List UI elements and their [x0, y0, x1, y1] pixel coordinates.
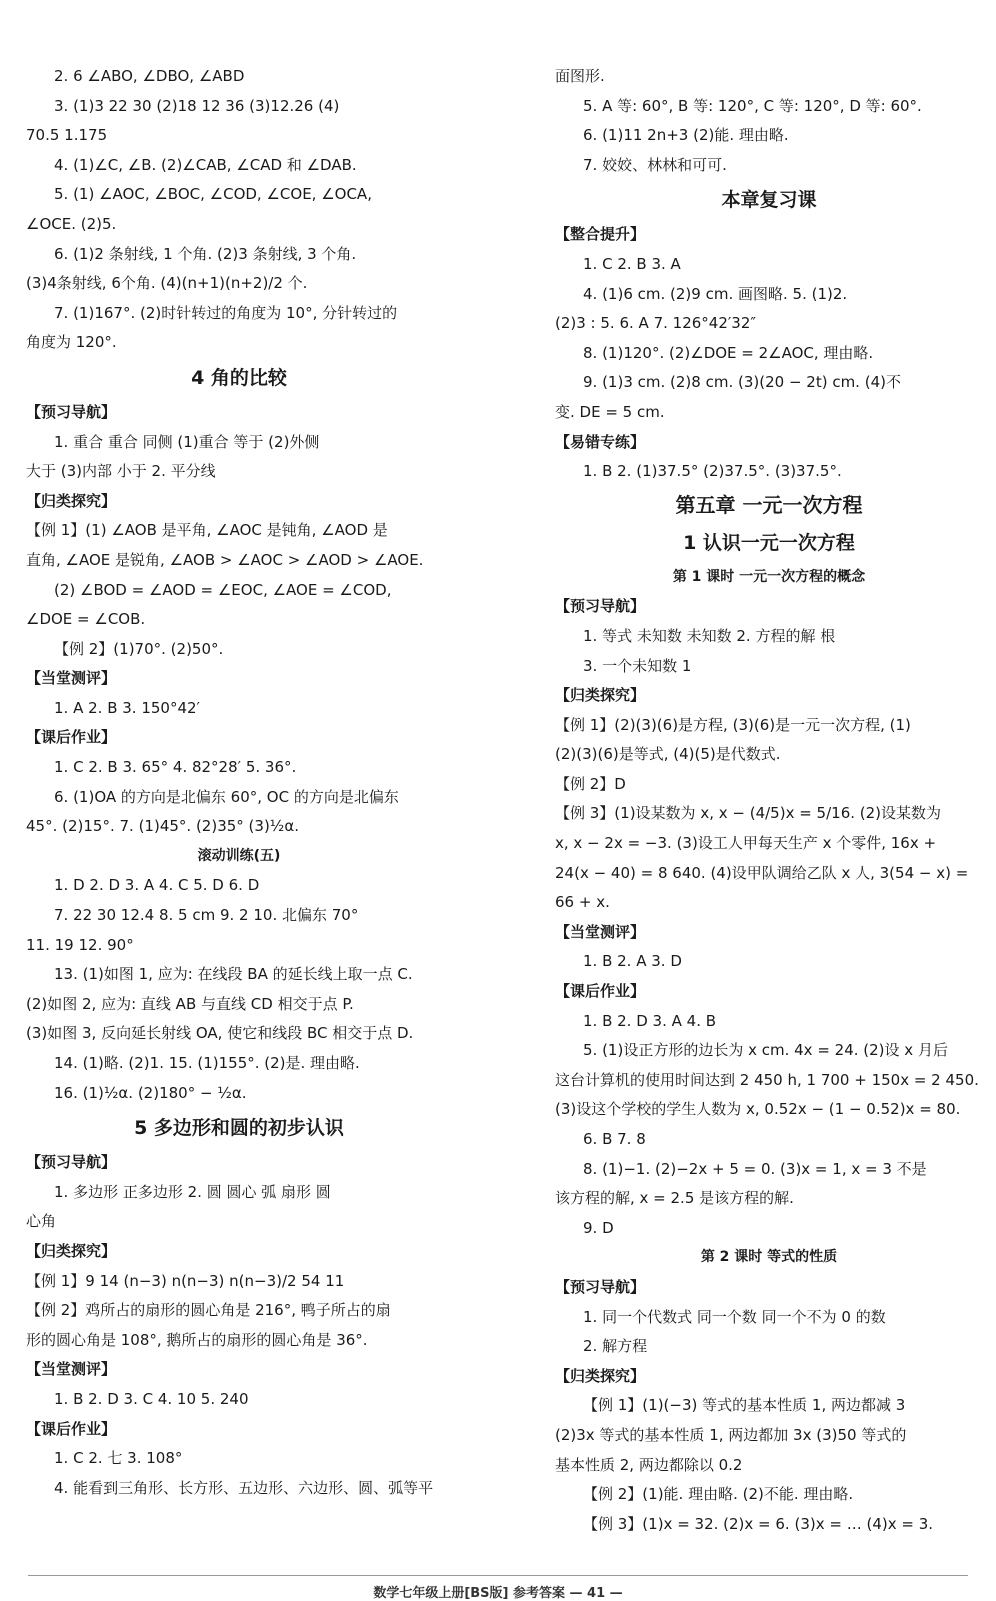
section-tag: 【课后作业】 [555, 982, 646, 1001]
answer-line: 【例 3】(1)设某数为 x, x − (4/5)x = 5/16. (2)设某数为 [555, 804, 942, 823]
answer-line: 1. C 2. B 3. 65° 4. 82°28′ 5. 36°. [54, 758, 297, 777]
answer-line: 1. B 2. D 3. C 4. 10 5. 240 [54, 1389, 249, 1408]
answer-line: 70.5 1.175 [26, 126, 108, 145]
right-column [555, 62, 983, 1539]
answer-line: 变. DE = 5 cm. [555, 402, 665, 421]
section-heading: 1 认识一元一次方程 [683, 531, 855, 554]
answer-line: 【例 2】鸡所占的扇形的圆心角是 216°, 鸭子所占的扇 [26, 1301, 391, 1320]
answer-line: (2)3x 等式的基本性质 1, 两边都加 3x (3)50 等式的 [555, 1425, 907, 1444]
section-heading: 第五章 一元一次方程 [675, 492, 863, 517]
answer-line: 14. (1)略. (2)1. 15. (1)155°. (2)是. 理由略. [54, 1054, 360, 1072]
answer-line: (3)4条射线, 6个角. (4)(n+1)(n+2)/2 个. [26, 274, 308, 293]
answer-line: 7. 姣姣、林林和可可. [583, 155, 727, 174]
answer-line: (3)如图 3, 反向延长射线 OA, 使它和线段 BC 相交于点 D. [26, 1024, 414, 1043]
answer-line: 8. (1)−1. (2)−2x + 5 = 0. (3)x = 1, x = 3 不是 [583, 1159, 927, 1178]
section-tag: 【归类探究】 [26, 1241, 117, 1260]
answer-line: 24(x − 40) = 8 640. (4)设甲队调给乙队 x 人, 3(54 − x) = [555, 863, 969, 882]
answer-line: 【例 1】9 14 (n−3) n(n−3) n(n−3)/2 54 11 [26, 1271, 345, 1290]
answer-line: 6. (1)2 条射线, 1 个角. (2)3 条射线, 3 个角. [54, 244, 357, 263]
answer-line: 4. (1)∠C, ∠B. (2)∠CAB, ∠CAD 和 ∠DAB. [54, 155, 357, 174]
answer-line: 直角, ∠AOE 是锐角, ∠AOB > ∠AOC > ∠AOD > ∠AOE. [26, 550, 424, 569]
section-tag: 【课后作业】 [26, 728, 117, 747]
answer-line: 6. (1)OA 的方向是北偏东 60°, OC 的方向是北偏东 [54, 787, 399, 806]
answer-line: 【例 2】(1)能. 理由略. (2)不能. 理由略. [583, 1485, 854, 1504]
section-heading: 5 多边形和圆的初步认识 [134, 1117, 344, 1140]
answer-line: 11. 19 12. 90° [26, 935, 134, 954]
section-tag: 【当堂测评】 [26, 1360, 117, 1379]
answer-line: 1. B 2. A 3. D [583, 952, 682, 971]
answer-line: 1. D 2. D 3. A 4. C 5. D 6. D [54, 876, 260, 895]
section-tag: 【当堂测评】 [26, 669, 117, 688]
answer-line: 形的圆心角是 108°, 鹅所占的扇形的圆心角是 36°. [26, 1330, 368, 1349]
answer-line: 16. (1)½α. (2)180° − ½α. [54, 1083, 247, 1102]
answer-line: (2)3 : 5. 6. A 7. 126°42′32″ [555, 314, 756, 333]
section-tag: 【归类探究】 [26, 491, 117, 510]
section-heading: 4 角的比较 [191, 366, 287, 389]
answer-line: 面图形. [555, 67, 605, 85]
answer-line: 基本性质 2, 两边都除以 0.2 [555, 1455, 743, 1474]
answer-line: 这台计算机的使用时间达到 2 450 h, 1 700 + 150x = 2 450. [555, 1070, 979, 1089]
answer-line: 【例 1】(1)(−3) 等式的基本性质 1, 两边都减 3 [583, 1396, 906, 1415]
answer-line: 【例 3】(1)x = 32. (2)x = 6. (3)x = … (4)x = 3. [583, 1514, 934, 1533]
answer-line: 4. 能看到三角形、长方形、五边形、六边形、圆、弧等平 [54, 1478, 434, 1497]
answer-line: 【例 2】D [555, 774, 626, 793]
subsection-heading: 第 2 课时 等式的性质 [700, 1249, 838, 1266]
answer-line: 4. (1)6 cm. (2)9 cm. 画图略. 5. (1)2. [583, 284, 848, 303]
answer-line: 45°. (2)15°. 7. (1)45°. (2)35° (3)½α. [26, 817, 299, 836]
answer-line: 7. 22 30 12.4 8. 5 cm 9. 2 10. 北偏东 70° [54, 906, 359, 925]
section-tag: 【归类探究】 [555, 1366, 646, 1385]
answer-line: 1. A 2. B 3. 150°42′ [54, 698, 200, 717]
answer-line: 【例 1】(1) ∠AOB 是平角, ∠AOC 是钝角, ∠AOD 是 [26, 521, 388, 540]
footer-rule [28, 1575, 968, 1576]
answer-line: 5. (1) ∠AOC, ∠BOC, ∠COD, ∠COE, ∠OCA, [54, 185, 372, 204]
answer-line: 9. (1)3 cm. (2)8 cm. (3)(20 − 2t) cm. (4)不 [583, 373, 901, 392]
page-footer: 数学七年级上册[BS版] 参考答案 — 41 — [373, 1586, 623, 1601]
section-tag: 【易错专练】 [555, 432, 646, 451]
section-tag: 【预习导航】 [555, 1277, 646, 1296]
answer-line: 3. 一个未知数 1 [583, 656, 692, 675]
answer-line: ∠DOE = ∠COB. [26, 610, 146, 629]
answer-line: 大于 (3)内部 小于 2. 平分线 [26, 462, 216, 481]
section-tag: 【预习导航】 [26, 1153, 117, 1172]
answer-line: 1. 多边形 正多边形 2. 圆 圆心 弧 扇形 圆 [54, 1182, 331, 1201]
section-tag: 【归类探究】 [555, 686, 646, 705]
section-tag: 【预习导航】 [555, 597, 646, 616]
answer-line: 1. C 2. B 3. A [583, 254, 681, 273]
answer-line: 66 + x. [555, 893, 610, 912]
subsection-heading: 滚动训练(五) [197, 847, 281, 864]
section-tag: 【当堂测评】 [555, 922, 646, 941]
answer-line: 【例 2】(1)70°. (2)50°. [54, 639, 224, 658]
answer-line: 【例 1】(2)(3)(6)是方程, (3)(6)是一元一次方程, (1) [555, 715, 911, 734]
answer-line: 1. 重合 重合 同侧 (1)重合 等于 (2)外侧 [54, 432, 320, 451]
section-tag: 【课后作业】 [26, 1419, 117, 1438]
answer-line: ∠OCE. (2)5. [26, 214, 117, 233]
answer-line: 3. (1)3 22 30 (2)18 12 36 (3)12.26 (4) [54, 96, 340, 115]
answer-line: 7. (1)167°. (2)时针转过的角度为 10°, 分针转过的 [54, 303, 398, 322]
left-column [26, 62, 452, 1503]
answer-line: 2. 解方程 [583, 1337, 648, 1356]
answer-line: 5. (1)设正方形的边长为 x cm. 4x = 24. (2)设 x 月后 [583, 1041, 948, 1060]
answer-line: 该方程的解, x = 2.5 是该方程的解. [555, 1189, 794, 1208]
answer-line: (2)(3)(6)是等式, (4)(5)是代数式. [555, 745, 781, 764]
answer-line: 1. 同一个代数式 同一个数 同一个不为 0 的数 [583, 1307, 886, 1326]
answer-line: (2)如图 2, 应为: 直线 AB 与直线 CD 相交于点 P. [26, 994, 354, 1013]
section-tag: 【预习导航】 [26, 402, 117, 421]
answer-line: 6. (1)11 2n+3 (2)能. 理由略. [583, 126, 789, 145]
answer-line: 13. (1)如图 1, 应为: 在线段 BA 的延长线上取一点 C. [54, 965, 413, 984]
answer-line: 1. B 2. (1)37.5° (2)37.5°. (3)37.5°. [583, 462, 842, 481]
section-heading: 本章复习课 [721, 189, 817, 212]
answer-line: 8. (1)120°. (2)∠DOE = 2∠AOC, 理由略. [583, 343, 874, 362]
answer-line: 角度为 120°. [26, 333, 117, 352]
answer-line: 心角 [26, 1212, 57, 1231]
answer-line: x, x − 2x = −3. (3)设工人甲每天生产 x 个零件, 16x + [555, 834, 937, 853]
answer-line: 1. 等式 未知数 未知数 2. 方程的解 根 [583, 626, 836, 645]
answer-line: 1. B 2. D 3. A 4. B [583, 1011, 717, 1030]
answer-line: (3)设这个学校的学生人数为 x, 0.52x − (1 − 0.52)x = 80. [555, 1100, 961, 1119]
answer-line: 2. 6 ∠ABO, ∠DBO, ∠ABD [54, 67, 245, 85]
answer-line: 9. D [583, 1218, 614, 1237]
subsection-heading: 第 1 课时 一元一次方程的概念 [672, 568, 866, 585]
answer-line: 1. C 2. 七 3. 108° [54, 1449, 183, 1468]
answer-line: 6. B 7. 8 [583, 1130, 646, 1148]
answer-line: 5. A 等: 60°, B 等: 120°, C 等: 120°, D 等: 60°. [583, 96, 922, 115]
answer-line: (2) ∠BOD = ∠AOD = ∠EOC, ∠AOE = ∠COD, [54, 580, 392, 599]
section-tag: 【整合提升】 [555, 225, 646, 244]
